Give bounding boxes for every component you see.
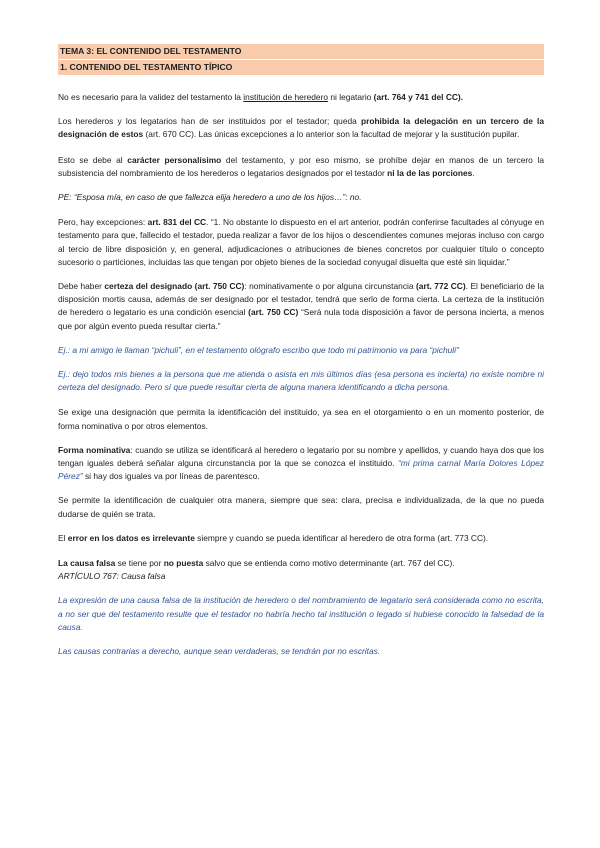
example-cousin: “mi prima carnal María Dolores López Pérez” [58,458,544,482]
section-title: 1. CONTENIDO DEL TESTAMENTO TÍPICO [58,60,544,75]
topic-title: TEMA 3: EL CONTENIDO DEL TESTAMENTO [58,44,544,59]
bold-portions: ni la de las porciones [387,167,473,178]
paragraph-delegation: Los herederos y los legatarios han de ser instituidos por el testador; queda prohibida la delegación en un tercero de la designación de estos (art. 670 CC). Las únicas excepciones a lo anterior son la facultad de mejorar y la sustitución pupilar. [58,116,544,140]
article-ref: (art. 764 y 741 del CC). [373,92,464,102]
paragraph-other-identification: Se permite la identificación de cualquier otra manera, siempre que sea: clara, precisa e individualizada, de la que no pueda dudarse de quién se trata. [58,495,544,519]
bold-error: error en los datos es irrelevante [67,532,195,543]
paragraph-nominative: Forma nominativa: cuando se utiliza se identificará al heredero o legatario por su nombre y apellidos, y cuando haya dos que los tengan iguales deberá señalar alguna circunstancia por la que se conozca el instituido. “mi prima carnal María Dolores López Pérez” si hay dos iguales va por líneas de parentesco. [58,444,544,482]
paragraph-false-cause: La causa falsa se tiene por no puesta salvo que se entienda como motivo determinante (art. 767 del CC). ARTÍCULO 767: Causa falsa [58,558,455,582]
article-767-label: ARTÍCULO 767: Causa falsa [58,571,166,582]
bold-nominative: Forma nominativa [58,444,131,455]
paragraph-heir-institution: No es necesario para la validez del testamento la institución de heredero ni legatario (art. 764 y 741 del CC). [58,92,464,102]
paragraph-personal-character: Esto se debe al carácter personalísimo del testamento, y por eso mismo, se prohíbe dejar en manos de un tercero la subsistencia del nombramiento de los herederos o legatarios designados por el testador ni la de las porciones. [58,154,544,178]
bold-certainty: certeza del designado (art. 750 CC) [104,281,245,292]
paragraph-certainty: Debe haber certeza del designado (art. 750 CC): nominativamente o por alguna circunstancia (art. 772 CC). El beneficiario de la disposición mortis causa, además de ser designado por el testador, tendrá que serlo de forma cierta. La certeza de la institución de heredero o legatario es una condición esencial (art. 750 CC) “Será nula toda disposición a favor de persona incierta, a menos que por algún evento pueda resultar cierta.” [58,281,545,331]
bold-false-cause: La causa falsa [58,558,116,569]
underlined-term: institución de heredero [243,92,329,102]
example-uncertain-person: Ej.: dejo todos mis bienes a la persona que me atienda o asista en mis últimos días (esa persona es incierta) no existe nombre ni certeza del designado. Pero sí que puede resultar cierta de alguna manera identificando a dicha persona. [58,369,544,393]
paragraph-exceptions: Pero, hay excepciones: art. 831 del CC. “1. No obstante lo dispuesto en el art anterior, podrán conferirse facultades al cónyuge en testamento para que, fallecido el testador, pueda realizar a favor de los hijos o descendientes comunes mejoras incluso con cargo al tercio de libre disposición y, en general, adjudicaciones o atribuciones de bienes concretos por cualquier título o concepto sucesorio o particiones, incluidas las que tengan por objeto bienes de la sociedad conyugal disuelta que esté sin liquidar.” [58,217,545,267]
bold-personal-character: carácter personalísimo [127,154,222,165]
article-772: (art. 772 CC) [416,281,466,292]
document-page [58,44,544,658]
example-pe: PE: “Esposa mía, en caso de que fallezca elija heredero a uno de los hijos…”: no. [58,192,362,203]
bold-not-set: no puesta [163,558,204,569]
article-750: (art. 750 CC) [248,307,299,318]
paragraph-identification: Se exige una designación que permita la identificación del instituido, ya sea en el otorgamiento o en un momento posterior, de forma nominativa o por otros elementos. [58,407,544,431]
quote-contrary-causes: Las causas contrarias a derecho, aunque sean verdaderas, se tendrán por no escritas. [58,646,381,657]
bold-prohibition: prohibida la delegación en un tercero de la designación de estos [58,116,544,140]
example-pichuli: Ej.: a mi amigo le llaman “pichuli”, en el testamento ológrafo escribo que todo mi patrimonio va para “pichuli” [58,344,459,355]
paragraph-error-data: El error en los datos es irrelevante siempre y cuando se pueda identificar al heredero de otra forma (art. 773 CC). [58,532,489,543]
quote-article-767: La expresión de una causa falsa de la institución de heredero o del nombramiento de legatario será considerada como no escrita, a no ser que del testamento resulte que el testador no habría hecho tal institución o legado si hubiese conocido la falsedad de la causa. [58,595,544,632]
article-831: art. 831 del CC [147,217,207,228]
